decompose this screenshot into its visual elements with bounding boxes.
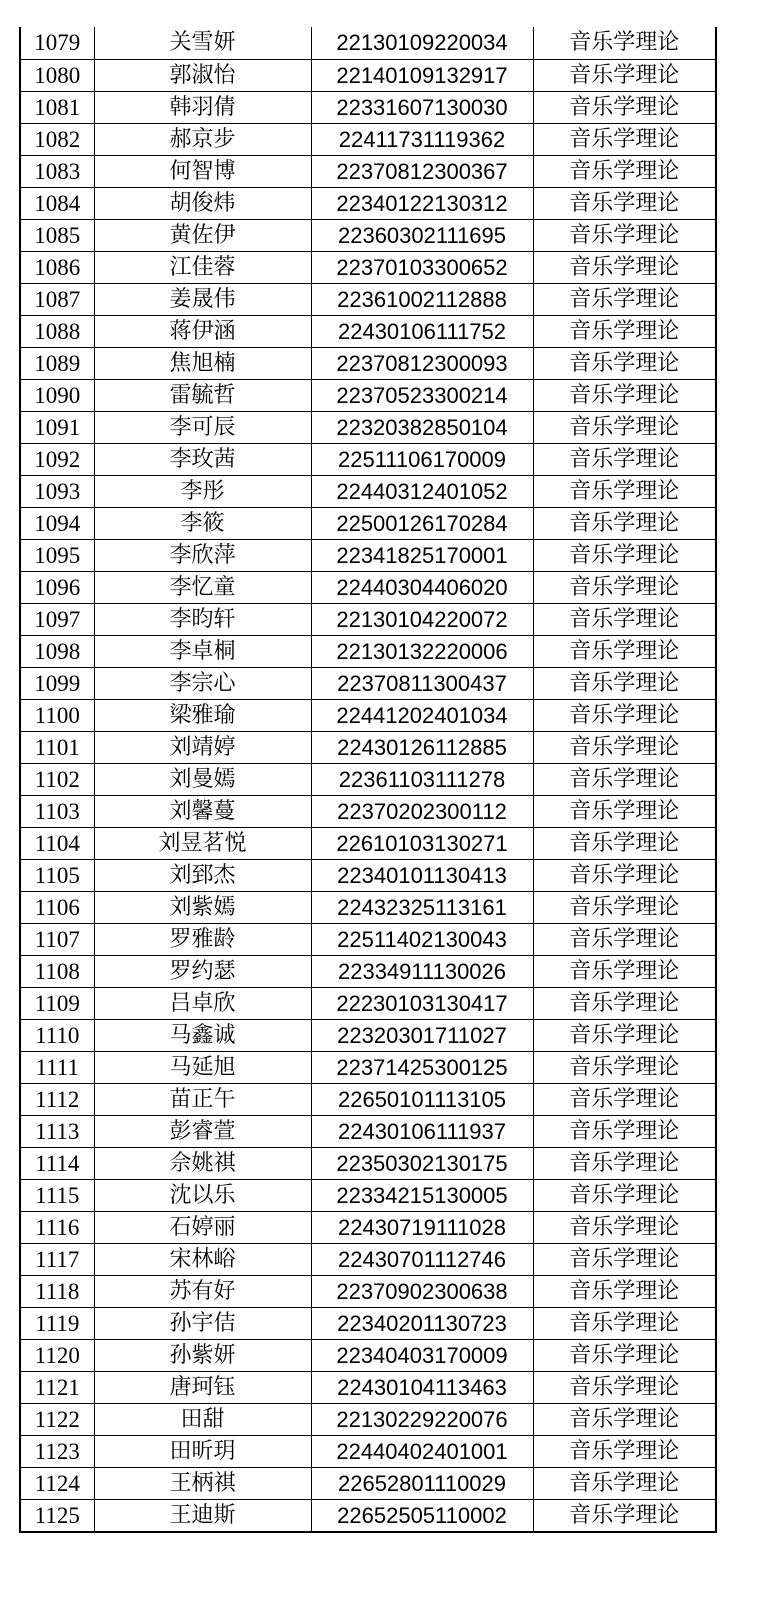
row-number-cell: 1109 <box>20 987 94 1019</box>
name-cell: 苗正午 <box>94 1083 311 1115</box>
row-number-cell: 1113 <box>20 1115 94 1147</box>
major-cell: 音乐学理论 <box>533 731 716 763</box>
exam-id-cell: 22411731119362 <box>311 123 533 155</box>
exam-id-cell: 22334215130005 <box>311 1179 533 1211</box>
major-cell: 音乐学理论 <box>533 603 716 635</box>
row-number-cell: 1089 <box>20 347 94 379</box>
table-row <box>20 1147 716 1179</box>
name-cell: 刘郅杰 <box>94 859 311 891</box>
row-number-cell: 1120 <box>20 1339 94 1371</box>
name-cell: 蒋伊涵 <box>94 315 311 347</box>
row-number-cell: 1112 <box>20 1083 94 1115</box>
exam-id-cell: 22340403170009 <box>311 1339 533 1371</box>
exam-id-cell: 22430126112885 <box>311 731 533 763</box>
row-number-cell: 1090 <box>20 379 94 411</box>
row-number-cell: 1098 <box>20 635 94 667</box>
table-row <box>20 1435 716 1467</box>
name-cell: 胡俊炜 <box>94 187 311 219</box>
exam-id-cell: 22610103130271 <box>311 827 533 859</box>
major-cell: 音乐学理论 <box>533 283 716 315</box>
table-row <box>20 539 716 571</box>
exam-id-cell: 22440312401052 <box>311 475 533 507</box>
row-number-cell: 1101 <box>20 731 94 763</box>
major-cell: 音乐学理论 <box>533 315 716 347</box>
exam-id-cell: 22371425300125 <box>311 1051 533 1083</box>
table-row <box>20 1115 716 1147</box>
exam-id-cell: 22370812300093 <box>311 347 533 379</box>
table-row <box>20 1467 716 1499</box>
row-number-cell: 1110 <box>20 1019 94 1051</box>
row-number-cell: 1121 <box>20 1371 94 1403</box>
name-cell: 苏有好 <box>94 1275 311 1307</box>
row-number-cell: 1081 <box>20 91 94 123</box>
exam-id-cell: 22652505110002 <box>311 1499 533 1532</box>
name-cell: 罗雅龄 <box>94 923 311 955</box>
name-cell: 江佳蓉 <box>94 251 311 283</box>
major-cell: 音乐学理论 <box>533 251 716 283</box>
exam-id-cell: 22331607130030 <box>311 91 533 123</box>
row-number-cell: 1099 <box>20 667 94 699</box>
table-row <box>20 283 716 315</box>
table-row <box>20 475 716 507</box>
major-cell: 音乐学理论 <box>533 987 716 1019</box>
row-number-cell: 1118 <box>20 1275 94 1307</box>
table-row <box>20 123 716 155</box>
exam-id-cell: 22340101130413 <box>311 859 533 891</box>
row-number-cell: 1088 <box>20 315 94 347</box>
major-cell: 音乐学理论 <box>533 443 716 475</box>
table-row <box>20 155 716 187</box>
exam-id-cell: 22340122130312 <box>311 187 533 219</box>
major-cell: 音乐学理论 <box>533 219 716 251</box>
table-row <box>20 1307 716 1339</box>
table-row <box>20 1243 716 1275</box>
major-cell: 音乐学理论 <box>533 923 716 955</box>
row-number-cell: 1124 <box>20 1467 94 1499</box>
major-cell: 音乐学理论 <box>533 1211 716 1243</box>
major-cell: 音乐学理论 <box>533 1371 716 1403</box>
row-number-cell: 1114 <box>20 1147 94 1179</box>
name-cell: 关雪妍 <box>94 27 311 59</box>
name-cell: 刘馨蔓 <box>94 795 311 827</box>
exam-id-cell: 22334911130026 <box>311 955 533 987</box>
name-cell: 李宗心 <box>94 667 311 699</box>
major-cell: 音乐学理论 <box>533 763 716 795</box>
table-row <box>20 859 716 891</box>
table-row <box>20 1275 716 1307</box>
row-number-cell: 1103 <box>20 795 94 827</box>
name-cell: 雷毓哲 <box>94 379 311 411</box>
table-row <box>20 347 716 379</box>
exam-id-cell: 22140109132917 <box>311 59 533 91</box>
major-cell: 音乐学理论 <box>533 1435 716 1467</box>
table-row <box>20 987 716 1019</box>
name-cell: 郝京步 <box>94 123 311 155</box>
major-cell: 音乐学理论 <box>533 1467 716 1499</box>
major-cell: 音乐学理论 <box>533 347 716 379</box>
row-number-cell: 1100 <box>20 699 94 731</box>
name-cell: 王柄祺 <box>94 1467 311 1499</box>
exam-id-cell: 22430106111752 <box>311 315 533 347</box>
row-number-cell: 1125 <box>20 1499 94 1532</box>
major-cell: 音乐学理论 <box>533 1499 716 1532</box>
exam-id-cell: 22370202300112 <box>311 795 533 827</box>
major-cell: 音乐学理论 <box>533 507 716 539</box>
major-cell: 音乐学理论 <box>533 1339 716 1371</box>
row-number-cell: 1097 <box>20 603 94 635</box>
row-number-cell: 1106 <box>20 891 94 923</box>
exam-id-cell: 22130229220076 <box>311 1403 533 1435</box>
row-number-cell: 1082 <box>20 123 94 155</box>
name-cell: 李昀轩 <box>94 603 311 635</box>
table-row <box>20 1051 716 1083</box>
row-number-cell: 1080 <box>20 59 94 91</box>
name-cell: 刘昱茗悦 <box>94 827 311 859</box>
name-cell: 宋林峪 <box>94 1243 311 1275</box>
table-row <box>20 1083 716 1115</box>
major-cell: 音乐学理论 <box>533 91 716 123</box>
table-row <box>20 507 716 539</box>
row-number-cell: 1102 <box>20 763 94 795</box>
row-number-cell: 1115 <box>20 1179 94 1211</box>
table-row <box>20 1019 716 1051</box>
name-cell: 李筱 <box>94 507 311 539</box>
row-number-cell: 1095 <box>20 539 94 571</box>
major-cell: 音乐学理论 <box>533 1019 716 1051</box>
table-row <box>20 443 716 475</box>
row-number-cell: 1091 <box>20 411 94 443</box>
exam-id-cell: 22370812300367 <box>311 155 533 187</box>
major-cell: 音乐学理论 <box>533 667 716 699</box>
row-number-cell: 1117 <box>20 1243 94 1275</box>
exam-id-cell: 22440402401001 <box>311 1435 533 1467</box>
major-cell: 音乐学理论 <box>533 1243 716 1275</box>
name-cell: 佘姚祺 <box>94 1147 311 1179</box>
exam-id-cell: 22500126170284 <box>311 507 533 539</box>
table-row <box>20 923 716 955</box>
name-cell: 王迪斯 <box>94 1499 311 1532</box>
major-cell: 音乐学理论 <box>533 571 716 603</box>
table-body <box>20 27 716 1532</box>
row-number-cell: 1107 <box>20 923 94 955</box>
major-cell: 音乐学理论 <box>533 1147 716 1179</box>
name-cell: 吕卓欣 <box>94 987 311 1019</box>
name-cell: 刘靖婷 <box>94 731 311 763</box>
exam-id-cell: 22361103111278 <box>311 763 533 795</box>
name-cell: 焦旭楠 <box>94 347 311 379</box>
name-cell: 彭睿萱 <box>94 1115 311 1147</box>
exam-id-cell: 22432325113161 <box>311 891 533 923</box>
name-cell: 黄佐伊 <box>94 219 311 251</box>
row-number-cell: 1087 <box>20 283 94 315</box>
exam-id-cell: 22650101113105 <box>311 1083 533 1115</box>
name-cell: 李可辰 <box>94 411 311 443</box>
candidate-list-table <box>19 27 717 1533</box>
exam-id-cell: 22361002112888 <box>311 283 533 315</box>
name-cell: 姜晟伟 <box>94 283 311 315</box>
major-cell: 音乐学理论 <box>533 795 716 827</box>
name-cell: 沈以乐 <box>94 1179 311 1211</box>
table-row <box>20 219 716 251</box>
row-number-cell: 1111 <box>20 1051 94 1083</box>
major-cell: 音乐学理论 <box>533 187 716 219</box>
name-cell: 石婷丽 <box>94 1211 311 1243</box>
major-cell: 音乐学理论 <box>533 891 716 923</box>
exam-id-cell: 22370523300214 <box>311 379 533 411</box>
name-cell: 罗约瑟 <box>94 955 311 987</box>
major-cell: 音乐学理论 <box>533 411 716 443</box>
exam-id-cell: 22370902300638 <box>311 1275 533 1307</box>
major-cell: 音乐学理论 <box>533 1083 716 1115</box>
exam-id-cell: 22130109220034 <box>311 27 533 59</box>
name-cell: 何智博 <box>94 155 311 187</box>
table-row <box>20 571 716 603</box>
table-row <box>20 27 716 59</box>
table-row <box>20 1211 716 1243</box>
major-cell: 音乐学理论 <box>533 539 716 571</box>
name-cell: 李彤 <box>94 475 311 507</box>
exam-id-cell: 22440304406020 <box>311 571 533 603</box>
name-cell: 刘曼嫣 <box>94 763 311 795</box>
major-cell: 音乐学理论 <box>533 955 716 987</box>
table-row <box>20 955 716 987</box>
row-number-cell: 1093 <box>20 475 94 507</box>
exam-id-cell: 22511106170009 <box>311 443 533 475</box>
name-cell: 刘紫嫣 <box>94 891 311 923</box>
row-number-cell: 1079 <box>20 27 94 59</box>
major-cell: 音乐学理论 <box>533 27 716 59</box>
name-cell: 李忆童 <box>94 571 311 603</box>
major-cell: 音乐学理论 <box>533 59 716 91</box>
table-row <box>20 827 716 859</box>
exam-id-cell: 22130104220072 <box>311 603 533 635</box>
major-cell: 音乐学理论 <box>533 475 716 507</box>
exam-id-cell: 22341825170001 <box>311 539 533 571</box>
major-cell: 音乐学理论 <box>533 1179 716 1211</box>
table-row <box>20 1339 716 1371</box>
table-row <box>20 1403 716 1435</box>
major-cell: 音乐学理论 <box>533 827 716 859</box>
exam-id-cell: 22320301711027 <box>311 1019 533 1051</box>
major-cell: 音乐学理论 <box>533 379 716 411</box>
row-number-cell: 1116 <box>20 1211 94 1243</box>
name-cell: 李卓桐 <box>94 635 311 667</box>
row-number-cell: 1086 <box>20 251 94 283</box>
row-number-cell: 1085 <box>20 219 94 251</box>
exam-id-cell: 22350302130175 <box>311 1147 533 1179</box>
name-cell: 田昕玥 <box>94 1435 311 1467</box>
name-cell: 李玫茜 <box>94 443 311 475</box>
exam-id-cell: 22230103130417 <box>311 987 533 1019</box>
name-cell: 孙宇佶 <box>94 1307 311 1339</box>
name-cell: 唐珂钰 <box>94 1371 311 1403</box>
table-row <box>20 1179 716 1211</box>
row-number-cell: 1108 <box>20 955 94 987</box>
row-number-cell: 1084 <box>20 187 94 219</box>
table-row <box>20 763 716 795</box>
table-row <box>20 667 716 699</box>
name-cell: 韩羽倩 <box>94 91 311 123</box>
major-cell: 音乐学理论 <box>533 1307 716 1339</box>
table-row <box>20 603 716 635</box>
exam-id-cell: 22340201130723 <box>311 1307 533 1339</box>
row-number-cell: 1122 <box>20 1403 94 1435</box>
table-row <box>20 411 716 443</box>
table-row <box>20 379 716 411</box>
name-cell: 田甜 <box>94 1403 311 1435</box>
exam-id-cell: 22511402130043 <box>311 923 533 955</box>
name-cell: 马鑫诚 <box>94 1019 311 1051</box>
major-cell: 音乐学理论 <box>533 123 716 155</box>
exam-id-cell: 22441202401034 <box>311 699 533 731</box>
exam-id-cell: 22320382850104 <box>311 411 533 443</box>
row-number-cell: 1104 <box>20 827 94 859</box>
exam-id-cell: 22430104113463 <box>311 1371 533 1403</box>
row-number-cell: 1096 <box>20 571 94 603</box>
name-cell: 马延旭 <box>94 1051 311 1083</box>
exam-id-cell: 22430106111937 <box>311 1115 533 1147</box>
row-number-cell: 1092 <box>20 443 94 475</box>
table-row <box>20 251 716 283</box>
major-cell: 音乐学理论 <box>533 155 716 187</box>
row-number-cell: 1083 <box>20 155 94 187</box>
table-row <box>20 635 716 667</box>
table-row <box>20 699 716 731</box>
exam-id-cell: 22430701112746 <box>311 1243 533 1275</box>
major-cell: 音乐学理论 <box>533 1115 716 1147</box>
name-cell: 梁雅瑜 <box>94 699 311 731</box>
name-cell: 郭淑怡 <box>94 59 311 91</box>
row-number-cell: 1119 <box>20 1307 94 1339</box>
row-number-cell: 1105 <box>20 859 94 891</box>
major-cell: 音乐学理论 <box>533 1275 716 1307</box>
table-row <box>20 315 716 347</box>
table-row <box>20 1371 716 1403</box>
table-row <box>20 891 716 923</box>
exam-id-cell: 22130132220006 <box>311 635 533 667</box>
major-cell: 音乐学理论 <box>533 859 716 891</box>
exam-id-cell: 22652801110029 <box>311 1467 533 1499</box>
major-cell: 音乐学理论 <box>533 1403 716 1435</box>
name-cell: 孙紫妍 <box>94 1339 311 1371</box>
table-row <box>20 795 716 827</box>
table-row <box>20 59 716 91</box>
table-row <box>20 187 716 219</box>
row-number-cell: 1094 <box>20 507 94 539</box>
row-number-cell: 1123 <box>20 1435 94 1467</box>
table-row <box>20 731 716 763</box>
exam-id-cell: 22370103300652 <box>311 251 533 283</box>
major-cell: 音乐学理论 <box>533 635 716 667</box>
exam-id-cell: 22430719111028 <box>311 1211 533 1243</box>
table-row <box>20 1499 716 1532</box>
table-row <box>20 91 716 123</box>
major-cell: 音乐学理论 <box>533 1051 716 1083</box>
name-cell: 李欣萍 <box>94 539 311 571</box>
major-cell: 音乐学理论 <box>533 699 716 731</box>
exam-id-cell: 22370811300437 <box>311 667 533 699</box>
exam-id-cell: 22360302111695 <box>311 219 533 251</box>
